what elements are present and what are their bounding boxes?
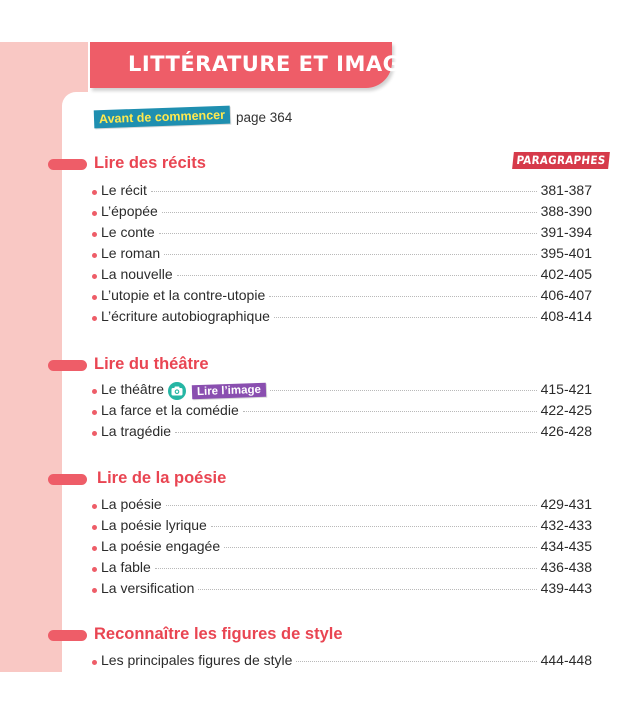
intro-row bbox=[94, 108, 292, 126]
dot-leader bbox=[296, 661, 536, 662]
entry-pages: 391-394 bbox=[540, 224, 592, 240]
entry-label: Le récit bbox=[101, 182, 147, 198]
dot-leader bbox=[177, 275, 537, 276]
bullet-icon bbox=[92, 253, 97, 258]
dot-leader bbox=[211, 526, 537, 527]
bullet-icon bbox=[92, 190, 97, 195]
toc-entry[interactable] bbox=[92, 580, 592, 600]
bullet-icon bbox=[92, 525, 97, 530]
section-title-figures: Reconnaître les figures de style bbox=[94, 625, 343, 643]
entry-label: Le théâtre bbox=[101, 381, 165, 397]
toc-entry[interactable] bbox=[92, 402, 592, 422]
dot-leader bbox=[151, 191, 537, 192]
toc-entry[interactable] bbox=[92, 496, 592, 516]
avant-de-commencer-badge[interactable]: Avant de commencer bbox=[94, 106, 231, 129]
entry-pages: 439-443 bbox=[540, 580, 592, 596]
entry-pages: 444-448 bbox=[540, 652, 592, 668]
section-title-poesie: Lire de la poésie bbox=[97, 469, 227, 487]
toc-entry[interactable] bbox=[92, 652, 592, 672]
bullet-icon bbox=[92, 504, 97, 509]
toc-entry[interactable] bbox=[92, 287, 592, 307]
section-title-recits: Lire des récits bbox=[94, 154, 206, 172]
toc-entry[interactable] bbox=[92, 266, 592, 286]
bullet-icon bbox=[92, 546, 97, 551]
entry-label: La versification bbox=[101, 580, 195, 596]
bullet-icon bbox=[92, 274, 97, 279]
section-title-theatre: Lire du théâtre bbox=[94, 355, 209, 373]
toc-entry[interactable] bbox=[92, 538, 592, 558]
intro-page-ref: page 364 bbox=[235, 109, 293, 125]
entry-label: La poésie lyrique bbox=[101, 517, 207, 533]
dot-leader bbox=[269, 296, 536, 297]
entry-label: L’épopée bbox=[101, 203, 158, 219]
entry-pages: 429-431 bbox=[540, 496, 592, 512]
section-marker bbox=[48, 159, 87, 170]
entry-label: La fable bbox=[101, 559, 151, 575]
page-title: LITTÉRATURE ET IMAGE bbox=[128, 52, 416, 76]
bullet-icon bbox=[92, 295, 97, 300]
dot-leader bbox=[270, 390, 537, 391]
section-marker bbox=[48, 360, 87, 371]
dot-leader bbox=[162, 212, 537, 213]
camera-icon[interactable] bbox=[168, 382, 186, 400]
entry-label: L’écriture autobiographique bbox=[101, 308, 270, 324]
entry-pages: 388-390 bbox=[540, 203, 592, 219]
entry-label: La nouvelle bbox=[101, 266, 173, 282]
bullet-icon bbox=[92, 316, 97, 321]
dot-leader bbox=[155, 568, 537, 569]
bullet-icon bbox=[92, 660, 97, 665]
bullet-icon bbox=[92, 588, 97, 593]
entry-label: L’utopie et la contre-utopie bbox=[101, 287, 266, 303]
entry-pages: 381-387 bbox=[540, 182, 592, 198]
dot-leader bbox=[175, 432, 537, 433]
dot-leader bbox=[224, 547, 537, 548]
entry-pages: 432-433 bbox=[540, 517, 592, 533]
entry-pages: 422-425 bbox=[540, 402, 592, 418]
entry-pages: 415-421 bbox=[540, 381, 592, 397]
bullet-icon bbox=[92, 232, 97, 237]
bullet-icon bbox=[92, 567, 97, 572]
toc-entry[interactable] bbox=[92, 381, 592, 401]
dot-leader bbox=[159, 233, 537, 234]
entry-pages: 395-401 bbox=[540, 245, 592, 261]
bullet-icon bbox=[92, 389, 97, 394]
dot-leader bbox=[164, 254, 536, 255]
entry-pages: 402-405 bbox=[540, 266, 592, 282]
toc-entry[interactable] bbox=[92, 308, 592, 328]
toc-entry[interactable] bbox=[92, 423, 592, 443]
entry-pages: 434-435 bbox=[540, 538, 592, 554]
lire-image-badge[interactable]: Lire l’image bbox=[192, 383, 266, 400]
toc-entry[interactable] bbox=[92, 224, 592, 244]
toc-entry[interactable] bbox=[92, 517, 592, 537]
toc-entry[interactable] bbox=[92, 182, 592, 202]
bullet-icon bbox=[92, 211, 97, 216]
entry-pages: 408-414 bbox=[540, 308, 592, 324]
dot-leader bbox=[198, 589, 536, 590]
dot-leader bbox=[166, 505, 537, 506]
entry-pages: 406-407 bbox=[540, 287, 592, 303]
toc-entry[interactable] bbox=[92, 559, 592, 579]
paragraphes-tag: PARAGRAPHES bbox=[512, 152, 610, 169]
entry-label: Le conte bbox=[101, 224, 155, 240]
bullet-icon bbox=[92, 410, 97, 415]
dot-leader bbox=[274, 317, 537, 318]
bullet-icon bbox=[92, 431, 97, 436]
dot-leader bbox=[243, 411, 537, 412]
entry-label: La tragédie bbox=[101, 423, 172, 439]
entry-pages: 426-428 bbox=[540, 423, 592, 439]
entry-label: La farce et la comédie bbox=[101, 402, 239, 418]
entry-label: Les principales figures de style bbox=[101, 652, 293, 668]
section-marker bbox=[48, 630, 87, 641]
entry-label: Le roman bbox=[101, 245, 161, 261]
entry-pages: 436-438 bbox=[540, 559, 592, 575]
toc-entry[interactable] bbox=[92, 245, 592, 265]
entry-label: La poésie bbox=[101, 496, 162, 512]
section-marker bbox=[48, 474, 87, 485]
toc-entry[interactable] bbox=[92, 203, 592, 223]
entry-label: La poésie engagée bbox=[101, 538, 221, 554]
